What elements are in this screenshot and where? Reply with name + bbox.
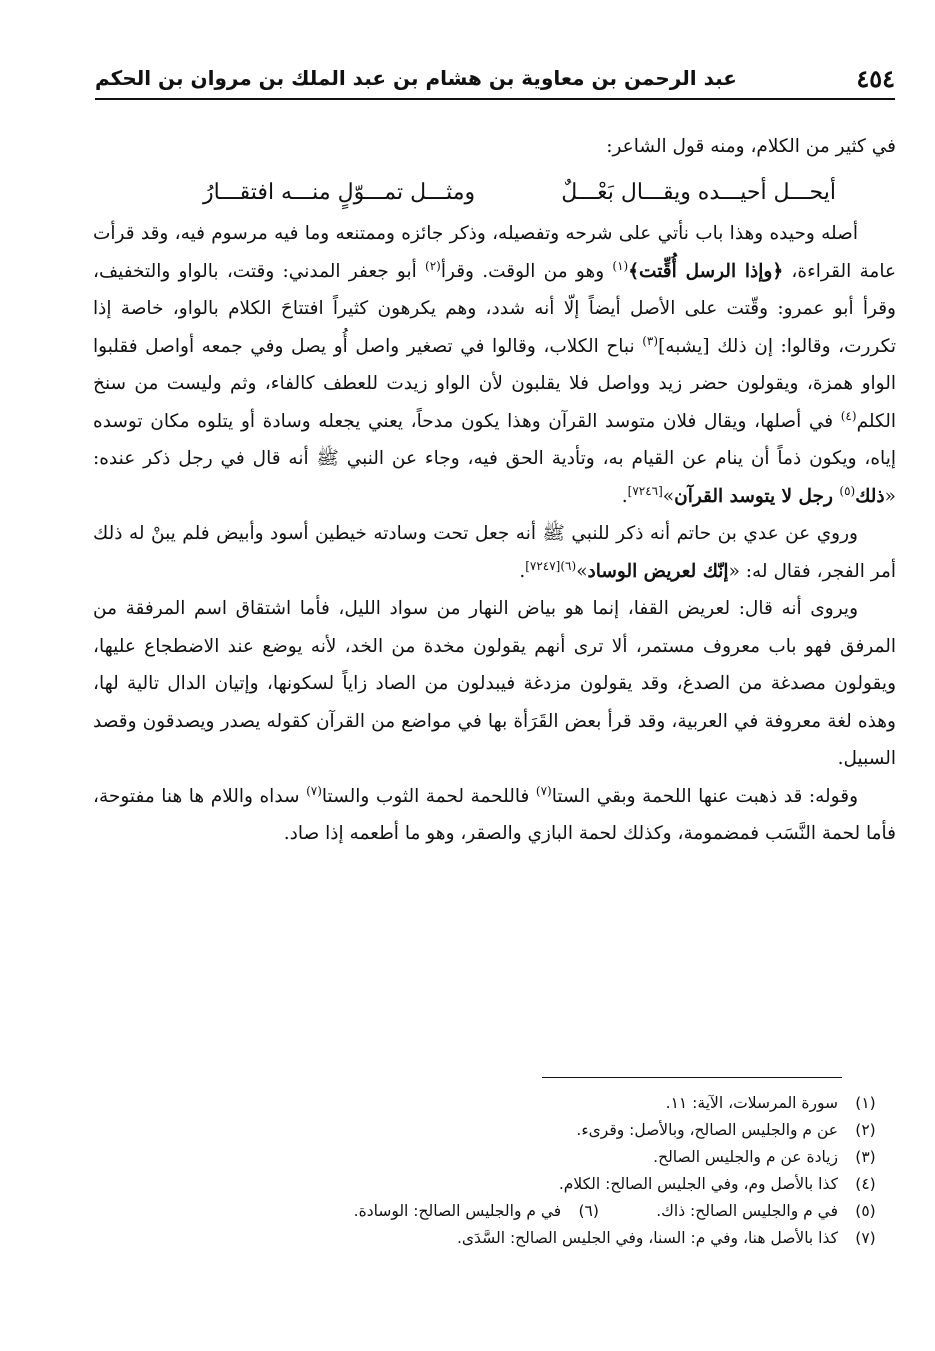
footnote-ref[interactable]: (٧) bbox=[306, 783, 322, 798]
footnote bbox=[43, 1090, 893, 1117]
intro-line: في كثير من الكلام، ومنه قول الشاعر: bbox=[606, 136, 896, 157]
page-number: ٤٥٤ bbox=[856, 64, 895, 93]
footnote-number: (٧) bbox=[855, 1229, 876, 1247]
footnote-ref[interactable]: (٧) bbox=[535, 783, 552, 798]
poem-verse bbox=[93, 174, 896, 212]
footnote bbox=[43, 1117, 893, 1144]
footnote-ref[interactable]: (٢) bbox=[425, 258, 441, 273]
footnote-number: (٥) bbox=[855, 1202, 876, 1220]
paragraph-4: وقوله: قد ذهبت عنها اللحمة وبقي الستا$^{(٧)}$ فاللحمة لحمة الثوب والستا$^{(٧)}$ سداه واللام ها هنا مفتوحة، فأما لحمة النَّسَب فمضمومة، وكذلك لحمة البازي والصقر، وهو ما أطعمه إذا صاد. bbox=[93, 783, 896, 844]
footnote-number: (٣) bbox=[855, 1148, 876, 1166]
verse-first-hemistich: أيحـــل أحيـــده ويقـــال بَعْـــلٌ bbox=[561, 179, 836, 205]
footnote-text: كذا بالأصل وم، وفي الجليس الصالح: الكلام. bbox=[558, 1175, 838, 1193]
hadith-quote: رجل لا يتوسد القرآن bbox=[674, 485, 840, 507]
footnote bbox=[656, 1198, 893, 1225]
footnote-text: كذا بالأصل هنا، وفي م: السنا، وفي الجليس الصالح: السَّدَى. bbox=[456, 1229, 838, 1247]
verse-second-hemistich: ومثـــل تمـــوّلٍ منـــه افتقـــارُ bbox=[203, 179, 476, 205]
footnote-text: في م والجليس الصالح: الوسادة. bbox=[353, 1202, 562, 1220]
footnote bbox=[43, 1144, 893, 1171]
hadith-quote: ذلك bbox=[855, 485, 885, 507]
footnote bbox=[43, 1225, 893, 1252]
running-title: عبد الرحمن بن معاوية بن هشام بن عبد الملك بن مروان بن الحكم bbox=[95, 66, 737, 90]
footnote-ref[interactable]: (٣) bbox=[642, 333, 659, 348]
footnote-number: (٢) bbox=[855, 1121, 876, 1139]
main-text bbox=[93, 128, 896, 853]
footnote bbox=[43, 1171, 893, 1198]
footnote bbox=[354, 1198, 617, 1225]
footnote-row bbox=[43, 1198, 893, 1225]
page-header bbox=[95, 60, 895, 98]
quran-quote: ﴿وإذا الرسل أُقِّتت﴾ bbox=[628, 260, 784, 282]
footnote-text: في م والجليس الصالح: ذاك. bbox=[656, 1202, 838, 1220]
footnote-text: سورة المرسلات، الآية: ١١. bbox=[665, 1094, 838, 1112]
paragraph-3: ويروى أنه قال: لعريض القفا، إنما هو بياض النهار من سواد الليل، فأما اشتقاق اسم المرفقة من المرفق فهو باب معروف مستمر، ألا ترى أنهم يقولون مخدة من الخد، لأنه يوضع عند الاضطجاع عليها، ويقولون مصدغة من الصدغ، وقد يقولون مزدغة فيبدلون من الصاد زاياً لسكونها، وإتيان الدال تالية لها، وهذه لغة معروفة في العربية، وقد قرأ بعض القَرَأة بها في مواضع من القرآن كقوله يصدر ويصدقون وقصد السبيل. bbox=[93, 598, 896, 769]
footnote-number: (٤) bbox=[855, 1175, 876, 1193]
footnotes bbox=[43, 1090, 893, 1252]
footnote-ref[interactable]: (٥) bbox=[839, 483, 856, 498]
header-rule bbox=[95, 98, 895, 100]
hadith-reference: [٧٢٤٧] bbox=[525, 558, 561, 573]
paragraph-2: وروي عن عدي بن حاتم أنه ذكر للنبي ﷺ أنه جعل تحت وسادته خيطين أسود وأبيض فلم يبنْ له ذلك أمر الفجر، فقال له: «إنّك لعريض الوساد»$^{(٦)[٧٢٤٧]}$. bbox=[93, 523, 896, 582]
footnote-ref[interactable]: (١) bbox=[612, 258, 629, 273]
hadith-quote: إنّك لعريض الوساد bbox=[587, 560, 729, 582]
footnote-ref[interactable]: (٦) bbox=[560, 558, 577, 573]
footnote-number: (٦) bbox=[578, 1202, 599, 1220]
footnote-number: (١) bbox=[855, 1094, 876, 1112]
hadith-reference: [٧٢٤٦] bbox=[627, 483, 663, 498]
footnote-ref[interactable]: (٤) bbox=[840, 408, 857, 423]
footnote-text: زيادة عن م والجليس الصالح. bbox=[653, 1148, 838, 1166]
paragraph-1: أصله وحيده وهذا باب نأتي على شرحه وتفصيله، وذكر جائزه وممتنعه وما فيه مرسوم فيه، وقد قرأت عامة القراءة، ﴿وإذا الرسل أُقِّتت﴾$^{(١)}$ وهو من الوقت. وقرأ$^{(٢)}$ أبو جعفر المدني: وقتت، بالواو والتخفيف، وقرأ أبو عمرو: وقّتت على الأصل أيضاً إلّا أنه شدد، وهم يكرهون كثيراً افتتاحَ الكلام بالواو، خاصة إذا تكررت، وقالوا: إن ذلك [يشبه]$^{(٣)}$ نباح الكلاب، وقالوا في تصغير واصل أُو يصل وفي جمعه أواصل فقلبوا الواو همزة، ويقولون حضر زيد وواصل فلا يقلبون لأن الواو زيدت للعطف كالفاء، وثم وليست من سنخ الكلم$^{(٤)}$ في أصلها، ويقال فلان متوسد القرآن وهذا يكون مدحاً، يعني يجعله وسادة أو يتلوه مكان توسده إياه، ويكون ذماً أن ينام عن القيام به، وتأدية الحق فيه، وجاء عن النبي ﷺ أنه قال في رجل ذكر عنده: «ذلك$^{(٥)}$ رجل لا يتوسد القرآن»[٧٢٤٦]. bbox=[93, 223, 896, 507]
footnote-rule bbox=[542, 1077, 842, 1078]
footnote-text: عن م والجليس الصالح، وبالأصل: وقرىء. bbox=[576, 1121, 838, 1139]
